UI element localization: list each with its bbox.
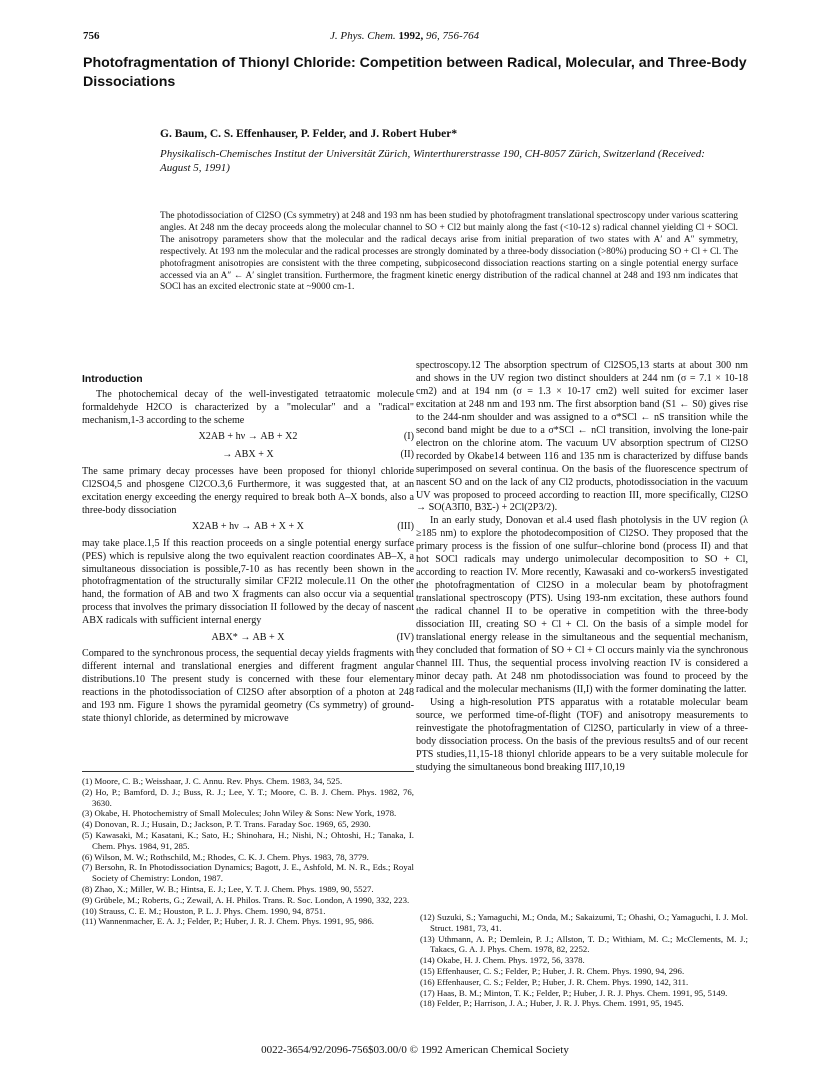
reference-item: (9) Grübele, M.; Roberts, G.; Zewail, A. H. Philos. Trans. R. Soc. London, A 1990, 332, 223.: [82, 894, 410, 905]
article-title: Photofragmentation of Thionyl Chloride: Competition between Radical, Molecular, and Three-Body Dissociations: [83, 55, 747, 90]
references-left: [82, 771, 414, 927]
reference-item: (5) Kawasaki, M.; Kasatani, K.; Sato, H.; Shinohara, H.; Nishi, N.; Ohtoshi, H.; Tanaka, I. Chem. Phys. 1984, 91, 285.: [82, 829, 414, 851]
author-list: G. Baum, C. S. Effenhauser, P. Felder, and J. Robert Huber*: [160, 128, 458, 140]
abstract: The photodissociation of Cl2SO (Cs symmetry) at 248 and 193 nm has been studied by photofragment translational spectroscopy under various scattering angles. At 248 nm the decay proceeds along the molecular channel to SO + Cl2 but mainly along the fast (<10-12 s) radical channel yielding Cl + SOCl. The anisotropy parameters show that the molecular and the radical decays arise from initial preparation of two states with A′ and A″ symmetry, respectively. At 193 nm the molecular and the radical processes are strongly dominated by a three-body dissociation (>80%) producing SO + Cl + Cl. The photofragment anisotropies are consistent with the three competing, subpicosecond dissociation reactions starting on a single potential energy surface accessed via an A″ ← A′ singlet transition. Furthermore, the fragment kinetic energy distribution of the radical channel at 248 and 193 nm indicates that SOCl has an excited electronic state at ~9000 cm-1.: [160, 211, 738, 293]
reference-item: (1) Moore, C. B.; Weisshaar, J. C. Annu. Rev. Phys. Chem. 1983, 34, 525.: [82, 776, 343, 786]
equation-expression: → ABX + X: [222, 449, 274, 461]
equation-expression: X2AB + hν → AB + X + X: [192, 521, 304, 533]
journal-volume-pages: 96, 756-764: [425, 30, 480, 42]
equation-4: [82, 630, 414, 646]
equation-1: [82, 430, 414, 446]
equation-2: [82, 448, 414, 464]
paragraph: In an early study, Donovan et al.4 used flash photolysis in the UV region (λ ≥185 nm) to explore the photodecomposition of Cl2SO. They proposed that the primary process is the fission of one sulfur–chlorine bond (process II) and that hot SOCl radicals may undergo unimolecular decomposition to SO + Cl, according to reaction IV. More recently, Kawasaki and co-workers5 investigated the photofragmentation of Cl2SO in a molecular beam by photofragment translational spectroscopy (PTS). Using 193-nm excitation, these authors found the radical channel II to be operative in competition with the three-body dissociation III, creating SO + Cl + Cl. On the basis of a simple model for translational energy release in the simultaneous and the sequential mechanism, they concluded that formation of SO + Cl + Cl occurs mainly via the synchronous channel III. Thus, the sequential process involving reaction IV is considered a minor decay path. At 248 nm photodissociation was found to proceed by the radical and the molecular mechanisms (II,I) with the former dominating the latter.: [416, 515, 748, 695]
reference-item: (3) Okabe, H. Photochemistry of Small Molecules; John Wiley & Sons: New York, 1978.: [82, 808, 397, 819]
reference-item: (2) Ho, P.; Bamford, D. J.; Buss, R. J.; Lee, Y. T.; Moore, C. B. J. Chem. Phys. 1982, 76, 3630.: [82, 786, 414, 808]
reference-item: (15) Effenhauser, C. S.; Felder, P.; Huber, J. R. Chem. Phys. 1990, 94, 296.: [420, 965, 685, 976]
equation-3: [82, 520, 414, 536]
paragraph: The same primary decay processes have been proposed for thionyl chloride Cl2SO4,5 and phosgene Cl2CO.3,6 Furthermore, it was suggested that, at an excitation energy exceeding the energy required to break both A–X bonds, also a three-body dissociation: [82, 465, 414, 516]
reference-item: (14) Okabe, H. J. Chem. Phys. 1972, 56, 3378.: [420, 955, 585, 966]
reference-item: (17) Haas, B. M.; Minton, T. K.; Felder, P.; Huber, J. R. J. Phys. Chem. 1991, 95, 5149.: [420, 987, 728, 998]
paragraph: may take place.1,5 If this reaction proceeds on a single potential energy surface (PES) which is repulsive along the two equivalent reaction coordinates AB–X, a simultaneous dissociation is possible,7-10 as has recently been shown in the photofragmentation of the structurally similar CF2I2 molecule.11 On the other hand, the formation of AB and two X fragments can also occur via a sequential process that involves the primary dissociation II followed by the decay of nascent ABX radicals with sufficient internal energy: [82, 537, 414, 627]
paragraph: Using a high-resolution PTS apparatus with a rotatable molecular beam source, we performed time-of-flight (TOF) and anisotropy measurements to reinvestigate the photofragmentation of Cl2SO, particularly in view of a three-body dissociation process. On the basis of the previous results5 and of our recent PTS studies,11,15-18 thionyl chloride appears to be a very suitable molecule for studying the simultaneous bond breaking III7,10,19: [416, 696, 748, 773]
right-column: [416, 360, 748, 775]
equation-number: (I): [403, 431, 414, 443]
equation-number: (II): [400, 449, 414, 461]
journal-citation: [330, 30, 479, 42]
page-number: 756: [83, 30, 100, 42]
section-heading-introduction: Introduction: [82, 374, 143, 385]
reference-item: (18) Felder, P.; Harrison, J. A.; Huber, J. R. J. Phys. Chem. 1991, 95, 1945.: [420, 998, 684, 1009]
references-right: [420, 912, 748, 1009]
journal-year: 1992,: [398, 30, 424, 42]
paragraph: Compared to the synchronous process, the sequential decay yields fragments with different internal and translational energies and different fragment angular distributions.10 The present study is concerned with these four elementary reactions in the photodissociation of Cl2SO after absorption of a photon at 248 and 193 nm. Figure 1 shows the pyramidal geometry (Cs symmetry) of ground-state thionyl chloride, as determined by microwave: [82, 648, 414, 725]
reference-item: (7) Bersohn, R. In Photodissociation Dynamics; Bagott, J. E., Ashfold, M. N. R., Eds.; Royal Society of Chemistry: London, 1987.: [82, 862, 414, 884]
left-column: [82, 374, 414, 726]
copyright-footer: 0022-3654/92/2096-756$03.00/0 © 1992 American Chemical Society: [261, 1044, 569, 1056]
reference-item: (16) Effenhauser, C. S.; Felder, P.; Huber, J. R. Chem. Phys. 1990, 142, 311.: [420, 976, 689, 987]
reference-item: (10) Strauss, C. E. M.; Houston, P. L. J. Phys. Chem. 1990, 94, 8751.: [82, 905, 326, 916]
equation-expression: ABX* → AB + X: [211, 631, 285, 643]
equation-expression: X2AB + hν → AB + X2: [198, 431, 298, 443]
affiliation: Physikalisch-Chemisches Institut der Universität Zürich, Winterthurerstrasse 190, CH-8057 Zürich, Switzerland (Received: August 5, 1991): [160, 148, 705, 174]
paragraph: The photochemical decay of the well-investigated tetraatomic molecule formaldehyde H2CO is characterized by a "molecular" and a "radical" mechanism,1-3 according to the scheme: [82, 388, 414, 426]
reference-item: (13) Uthmann, A. P.; Demlein, P. J.; Allston, T. D.; Withiam, M. C.; McClements, M. J.; Takacs, G. A. J. Phys. Chem. 1978, 82, 2252.: [420, 933, 748, 955]
equation-number: (IV): [396, 631, 414, 643]
reference-item: (4) Donovan, R. J.; Husain, D.; Jackson, P. T. Trans. Faraday Soc. 1969, 65, 2930.: [82, 819, 371, 830]
journal-name: J. Phys. Chem.: [330, 30, 396, 42]
equation-number: (III): [397, 521, 414, 533]
paragraph: spectroscopy.12 The absorption spectrum of Cl2SO5,13 starts at about 300 nm and shows in the UV region two distinct shoulders at 244 nm (σ = 7.1 × 10-18 cm2) and at 194 nm (σ = 1.3 × 10-17 cm2) well suited for excimer laser excitation at 248 nm and 193 nm. The first absorption band (S1 ← S0) gives rise to the 244-nm shoulder and was assigned to a σ*SCl ← nS transition while the second band might be due to a σ*SCl ← nCl transition, involving the lone-pair electron on the chlorine atom. The vacuum UV absorption spectrum of Cl2SO recorded by Okabe14 between 116 and 135 nm is characterized by diffuse bands superimposed on several continua. On the basis of the fluorescence spectrum of nascent SO and on the lack of any Cl2 products, photodissociation in the vacuum UV was proposed to proceed according to reaction III, more specifically, Cl2SO → SO(A3Π0, B3Σ-) + 2Cl(2P3/2).: [416, 360, 748, 514]
reference-item: (8) Zhao, X.; Miller, W. B.; Hintsa, E. J.; Lee, Y. T. J. Chem. Phys. 1989, 90, 5527.: [82, 883, 374, 894]
reference-item: (6) Wilson, M. W.; Rothschild, M.; Rhodes, C. K. J. Chem. Phys. 1983, 78, 3779.: [82, 851, 369, 862]
reference-item: (11) Wannenmacher, E. A. J.; Felder, P.; Huber, J. R. J. Chem. Phys. 1991, 95, 986.: [82, 916, 374, 927]
reference-item: (12) Suzuki, S.; Yamaguchi, M.; Onda, M.; Sakaizumi, T.; Ohashi, O.; Yamaguchi, I. J. Mol. Struct. 1981, 73, 41.: [420, 912, 748, 933]
